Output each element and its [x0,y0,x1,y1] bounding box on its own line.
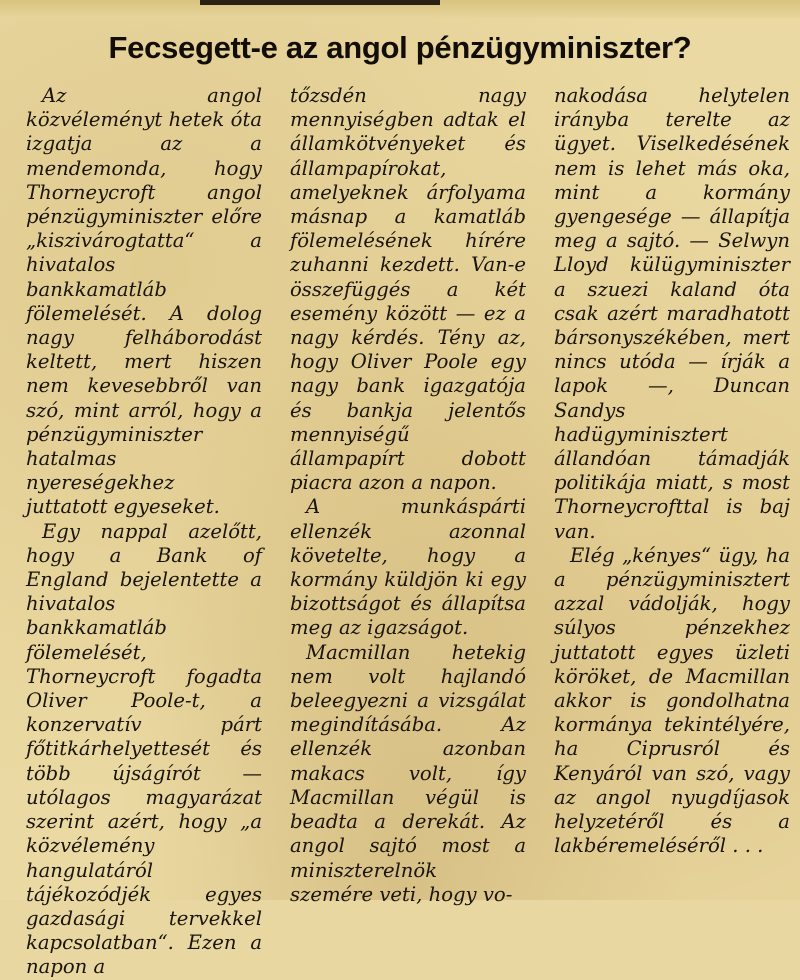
text-column-1 [26,84,262,979]
article-headline: Fecsegett-e az angol pénzügyminiszter? [108,30,692,65]
paragraph: A munkáspárti ellenzék azonnal követelte, hogy a kormány küldjön ki egy bizottságot és állapítsa meg az igazságot. [290,495,526,640]
paragraph: Elég „kényes“ ügy, ha a pénzügyminisztert azzal vádolják, hogy súlyos pénzekhez juttatott egyes üzleti köröket, de Macmillan akkor is gondolhatna kormánya tekintélyére, ha Ciprusról és Kenyáról van szó, vagy az angol nyugdíjasok helyzetéről és a lakbéremeléséről . . . [554,543,790,858]
text-column-2 [290,84,526,906]
paragraph: Az angol közvéleményt hetek óta izgatja az a mendemonda, hogy Thorneycroft angol pénzügyminiszter előre „kiszivárogtatta“ a hivatalos bankkamatláb fölemelését. A dolog nagy felháborodást keltett, mert hiszen nem kevesebbről van szó, mint arról, hogy a pénzügyminiszter hatalmas nyereségekhez juttatott egyeseket. [26,84,262,519]
paragraph: Macmillan hetekig nem volt hajlandó beleegyezni a vizsgálat megindításába. Az ellenzék azonban makacs volt, így Macmillan végül is beadta a derekát. Az angol sajtó most a miniszterelnök szemére veti, hogy vo- [290,640,526,906]
text-column-3 [554,84,790,894]
paragraph: Egy nappal azelőtt, hogy a Bank of England bejelentette a hivatalos bankkamatláb fölemelését, Thorneycroft fogadta Oliver Poole-t, a konzervatív párt főtitkárhelyettesét és több újságírót — utólagos magyarázat szerint azért, hogy „a közvélemény hangulatáról tájékozódjék egyes gazdasági tervekkel kapcsolatban“. Ezen a napon a [26,519,262,979]
paragraph: tőzsdén nagy mennyiségben adtak el államkötvényeket és állampapírokat, amelyeknek árfolyama másnap a kamatláb fölemelésének hírére zuhanni kezdett. Van-e összefüggés a két esemény között — ez a nagy kérdés. Tény az, hogy Oliver Poole egy nagy bank igazgatója és bankja jelentős mennyiségű állampapírt dobott piacra azon a napon. [290,84,526,495]
paragraph: nakodása helytelen irányba terelte az ügyet. Viselkedésének nem is lehet más oka, mint a kormány gyengesége — állapítja meg a sajtó. — Selwyn Lloyd külügyminiszter a szuezi kaland óta csak azért maradhatott bársonyszékében, mert nincs utóda — írják a lapok —, Duncan Sandys hadügyminisztert állandóan támadják politikája miatt, s most Thorneycrofttal is baj van. [554,84,790,543]
header-rule [200,0,440,5]
article-body [26,84,790,979]
